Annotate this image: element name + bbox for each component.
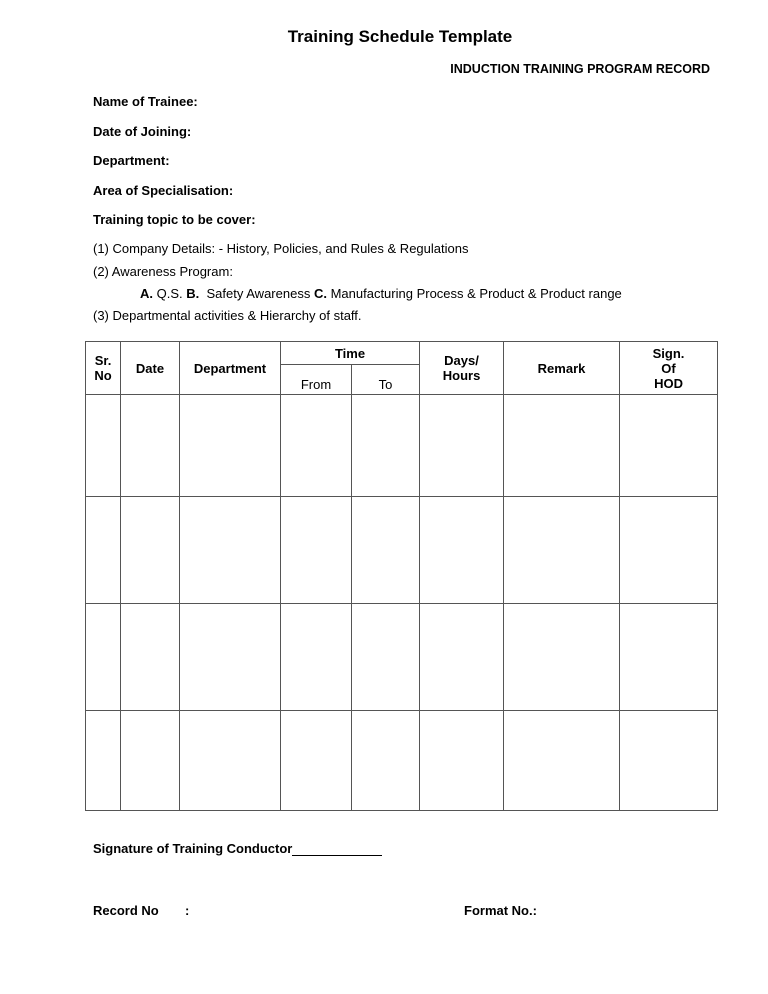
hours-label: Hours: [442, 368, 481, 383]
col-header-date: Date: [121, 342, 180, 395]
training-schedule-table: [85, 341, 718, 811]
hod-label: HOD: [654, 375, 683, 391]
col-header-remark: Remark: [504, 342, 620, 395]
specialisation-label: Area of Specialisation:: [93, 183, 234, 198]
subitem-c-label: C.: [313, 286, 327, 301]
record-no-colon: :: [185, 903, 190, 918]
signature-blank: [292, 841, 382, 856]
signature-line: [93, 841, 382, 856]
col-header-sr-no: [86, 342, 121, 395]
table-row: [86, 395, 718, 497]
days-label: Days/: [444, 353, 479, 368]
department-label: Department:: [93, 153, 170, 168]
page-title: Training Schedule Template: [287, 27, 513, 46]
subitem-b-text: Safety Awareness: [206, 286, 311, 301]
topic-company-details: (1) Company Details: - History, Policies, and Rules & Regulations: [93, 241, 469, 256]
col-header-time: Time: [281, 342, 420, 365]
table-row: [86, 497, 718, 604]
subitem-a-label: A.: [140, 286, 153, 301]
col-header-sign-hod: [620, 342, 718, 395]
no-label: No: [94, 368, 112, 383]
topic-awareness-subitems: [140, 286, 622, 301]
date-of-joining-label: Date of Joining:: [93, 124, 192, 139]
signature-label: Signature of Training Conductor: [93, 841, 293, 856]
sr-label: Sr.: [94, 353, 112, 368]
subitem-b-label: B.: [186, 286, 200, 301]
record-subtitle: INDUCTION TRAINING PROGRAM RECORD: [450, 62, 710, 76]
col-header-department: Department: [180, 342, 281, 395]
table-row: [86, 604, 718, 711]
trainee-name-label: Name of Trainee:: [93, 94, 198, 109]
col-header-to: To: [352, 365, 420, 395]
table-row: [86, 711, 718, 811]
subitem-c-text: Manufacturing Process & Product & Product range: [330, 286, 622, 301]
record-no-label: Record No: [93, 903, 159, 918]
topics-heading: Training topic to be cover:: [93, 212, 256, 227]
of-label: Of: [661, 360, 676, 376]
subitem-a-text: Q.S.: [156, 286, 183, 301]
col-header-from: From: [281, 365, 352, 395]
topic-awareness-program: (2) Awareness Program:: [93, 264, 233, 279]
sign-label: Sign.: [652, 345, 685, 361]
topic-departmental-activities: (3) Departmental activities & Hierarchy of staff.: [93, 308, 362, 323]
format-no-label: Format No.:: [464, 903, 537, 918]
col-header-days-hours: [420, 342, 504, 395]
